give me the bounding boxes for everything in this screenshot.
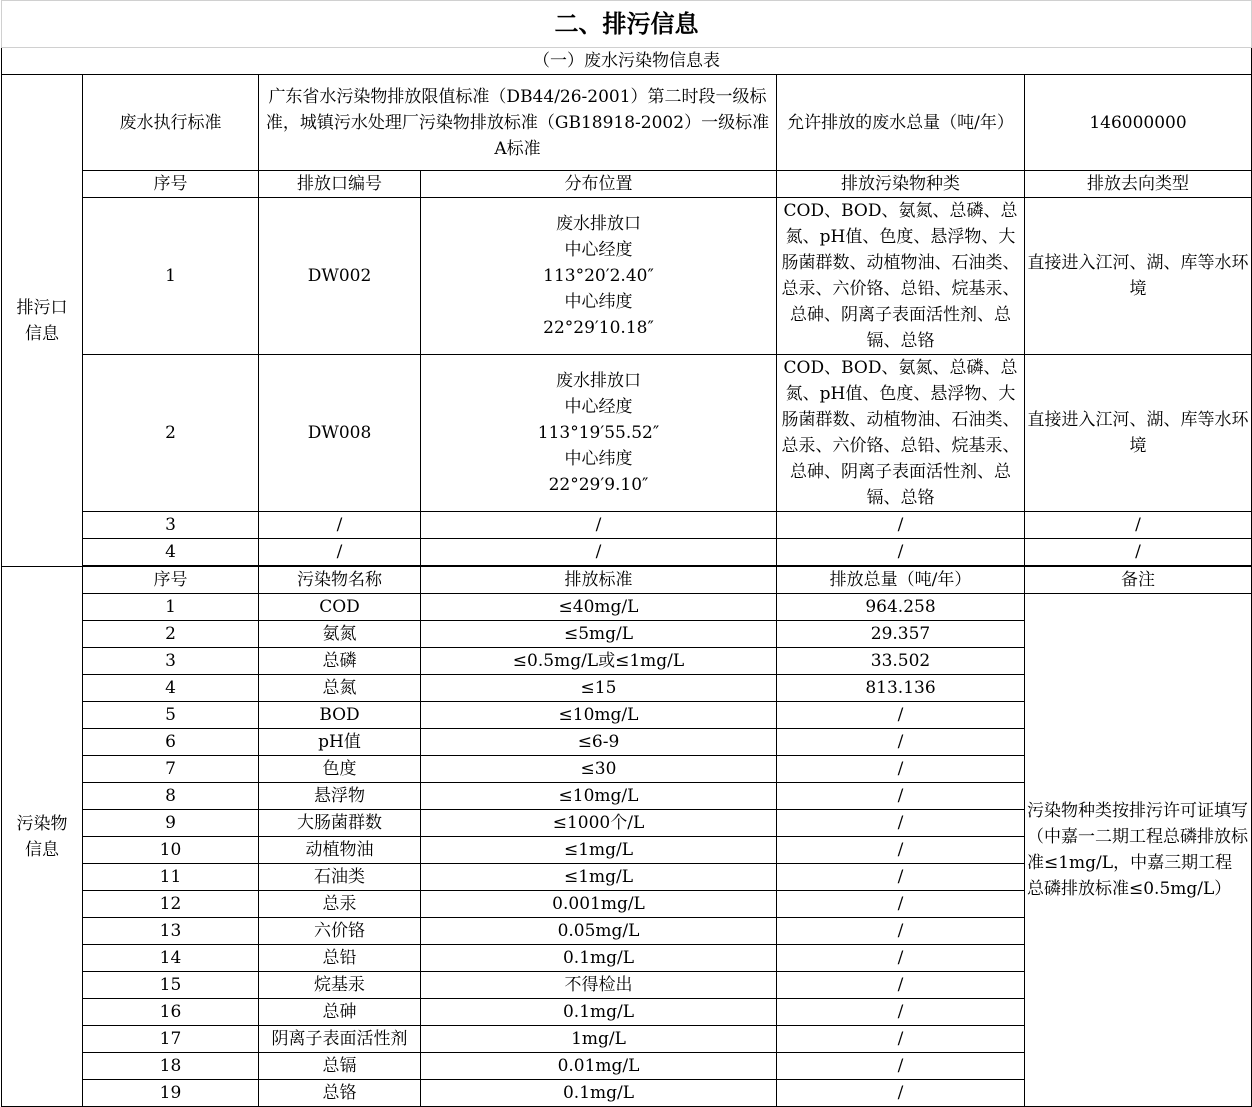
pollutant-name: 总铬 <box>259 1080 421 1107</box>
pollutant-name: 石油类 <box>259 864 421 891</box>
pollutant-remark: 污染物种类按排污许可证填写（中嘉一二期工程总磷排放标准≤1mg/L，中嘉三期工程总磷排放标准≤0.5mg/L） <box>1025 594 1252 1107</box>
outfall-row-no: 2 <box>83 355 259 512</box>
pollutant-total: / <box>777 1053 1025 1080</box>
pollutant-total: 964.258 <box>777 594 1025 621</box>
outfall-row-destination: 直接进入江河、湖、库等水环境 <box>1025 355 1252 512</box>
outfall-header-destination: 排放去向类型 <box>1025 171 1252 198</box>
pollutant-name: 阴离子表面活性剂 <box>259 1026 421 1053</box>
pollutant-standard: ≤6-9 <box>421 729 777 756</box>
pollutant-standard: ≤10mg/L <box>421 702 777 729</box>
pollutant-standard: 0.1mg/L <box>421 999 777 1026</box>
pollutant-header-remark: 备注 <box>1025 567 1252 594</box>
pollutant-name: BOD <box>259 702 421 729</box>
outfall-row-pollutants: COD、BOD、氨氮、总磷、总氮、pH值、色度、悬浮物、大肠菌群数、动植物油、石油类、总汞、六价铬、总铅、烷基汞、总砷、阴离子表面活性剂、总镉、总铬 <box>777 355 1025 512</box>
pollutant-name: 动植物油 <box>259 837 421 864</box>
pollutant-standard: ≤40mg/L <box>421 594 777 621</box>
pollutant-name: 总铅 <box>259 945 421 972</box>
pollutant-no: 7 <box>83 756 259 783</box>
pollutant-no: 16 <box>83 999 259 1026</box>
outfall-header-code: 排放口编号 <box>259 171 421 198</box>
pollutant-name: 六价铬 <box>259 918 421 945</box>
outfall-row-code: / <box>259 512 421 539</box>
pollutant-standard: ≤1000个/L <box>421 810 777 837</box>
pollutant-no: 17 <box>83 1026 259 1053</box>
pollutant-category-label: 污染物 信息 <box>2 567 83 1107</box>
pollutant-standard: ≤1mg/L <box>421 864 777 891</box>
outfall-row-pollutants: COD、BOD、氨氮、总磷、总氮、pH值、色度、悬浮物、大肠菌群数、动植物油、石油类、总汞、六价铬、总铅、烷基汞、总砷、阴离子表面活性剂、总镉、总铬 <box>777 198 1025 355</box>
outfall-row-no: 4 <box>83 539 259 566</box>
pollutant-header-name: 污染物名称 <box>259 567 421 594</box>
pollutant-header-standard: 排放标准 <box>421 567 777 594</box>
pollutant-total: / <box>777 756 1025 783</box>
pollutant-no: 1 <box>83 594 259 621</box>
pollutant-header-no: 序号 <box>83 567 259 594</box>
outfall-row-location: 废水排放口 中心经度 113°19′55.52″ 中心纬度 22°29′9.10″ <box>421 355 777 512</box>
pollutant-total: / <box>777 810 1025 837</box>
pollutant-header-total: 排放总量（吨/年） <box>777 567 1025 594</box>
pollutant-standard: ≤10mg/L <box>421 783 777 810</box>
outfall-header-location: 分布位置 <box>421 171 777 198</box>
pollutant-total: / <box>777 1080 1025 1107</box>
pollutant-row <box>2 594 1252 621</box>
pollutant-no: 13 <box>83 918 259 945</box>
pollutant-no: 3 <box>83 648 259 675</box>
pollutant-total: / <box>777 999 1025 1026</box>
pollutant-standard: 0.1mg/L <box>421 1080 777 1107</box>
pollutant-standard: 0.05mg/L <box>421 918 777 945</box>
pollutant-total: 33.502 <box>777 648 1025 675</box>
pollutant-name: 总砷 <box>259 999 421 1026</box>
pollutant-no: 15 <box>83 972 259 999</box>
pollutant-standard: 1mg/L <box>421 1026 777 1053</box>
pollutant-standard: 0.001mg/L <box>421 891 777 918</box>
pollutant-name: 总镉 <box>259 1053 421 1080</box>
pollutant-name: pH值 <box>259 729 421 756</box>
total-value: 146000000 <box>1025 75 1252 171</box>
outfall-row-pollutants: / <box>777 512 1025 539</box>
outfall-row-location: 废水排放口 中心经度 113°20′2.40″ 中心纬度 22°29′10.18″ <box>421 198 777 355</box>
pollutant-no: 9 <box>83 810 259 837</box>
pollutant-name: 氨氮 <box>259 621 421 648</box>
outfall-row-location: / <box>421 512 777 539</box>
table-subtitle: （一）废水污染物信息表 <box>2 48 1252 75</box>
pollutant-standard: 0.01mg/L <box>421 1053 777 1080</box>
pollutant-name: 大肠菌群数 <box>259 810 421 837</box>
outfall-category-label: 排污口 信息 <box>2 75 83 567</box>
pollutant-total: 813.136 <box>777 675 1025 702</box>
pollutant-standard: ≤0.5mg/L或≤1mg/L <box>421 648 777 675</box>
pollutant-total: 29.357 <box>777 621 1025 648</box>
wastewater-table <box>1 0 1252 1107</box>
pollutant-name: 总氮 <box>259 675 421 702</box>
pollutant-no: 4 <box>83 675 259 702</box>
pollutant-standard: ≤5mg/L <box>421 621 777 648</box>
outfall-header-no: 序号 <box>83 171 259 198</box>
pollutant-no: 12 <box>83 891 259 918</box>
page-title: 二、排污信息 <box>2 1 1252 48</box>
outfall-header-pollutants: 排放污染物种类 <box>777 171 1025 198</box>
pollutant-no: 5 <box>83 702 259 729</box>
pollutant-standard: ≤15 <box>421 675 777 702</box>
pollutant-name: 悬浮物 <box>259 783 421 810</box>
pollutant-total: / <box>777 837 1025 864</box>
pollutant-no: 8 <box>83 783 259 810</box>
pollutant-total: / <box>777 945 1025 972</box>
pollutant-total: / <box>777 918 1025 945</box>
pollutant-total: / <box>777 972 1025 999</box>
pollutant-no: 18 <box>83 1053 259 1080</box>
total-label: 允许排放的废水总量（吨/年） <box>777 75 1025 171</box>
pollutant-name: 总磷 <box>259 648 421 675</box>
pollutant-total: / <box>777 783 1025 810</box>
outfall-row-destination: 直接进入江河、湖、库等水环境 <box>1025 198 1252 355</box>
outfall-row-code: DW008 <box>259 355 421 512</box>
outfall-row-code: / <box>259 539 421 566</box>
pollutant-total: / <box>777 864 1025 891</box>
pollutant-no: 10 <box>83 837 259 864</box>
pollutant-standard: 不得检出 <box>421 972 777 999</box>
pollutant-no: 19 <box>83 1080 259 1107</box>
pollutant-no: 11 <box>83 864 259 891</box>
pollutant-total: / <box>777 1026 1025 1053</box>
pollutant-total: / <box>777 729 1025 756</box>
outfall-row-destination: / <box>1025 512 1252 539</box>
pollutant-total: / <box>777 702 1025 729</box>
pollutant-name: COD <box>259 594 421 621</box>
outfall-row-destination: / <box>1025 539 1252 566</box>
outfall-row-no: 3 <box>83 512 259 539</box>
outfall-row-no: 1 <box>83 198 259 355</box>
standard-value: 广东省水污染物排放限值标准（DB44/26-2001）第二时段一级标准，城镇污水处理厂污染物排放标准（GB18918-2002）一级标准A标准 <box>259 75 777 171</box>
pollutant-name: 总汞 <box>259 891 421 918</box>
pollutant-no: 14 <box>83 945 259 972</box>
standard-label: 废水执行标准 <box>83 75 259 171</box>
pollutant-name: 色度 <box>259 756 421 783</box>
pollutant-standard: ≤30 <box>421 756 777 783</box>
outfall-row-location: / <box>421 539 777 566</box>
outfall-row-pollutants: / <box>777 539 1025 566</box>
pollutant-no: 2 <box>83 621 259 648</box>
pollutant-standard: 0.1mg/L <box>421 945 777 972</box>
pollutant-name: 烷基汞 <box>259 972 421 999</box>
pollutant-standard: ≤1mg/L <box>421 837 777 864</box>
outfall-row-code: DW002 <box>259 198 421 355</box>
pollutant-total: / <box>777 891 1025 918</box>
pollutant-no: 6 <box>83 729 259 756</box>
